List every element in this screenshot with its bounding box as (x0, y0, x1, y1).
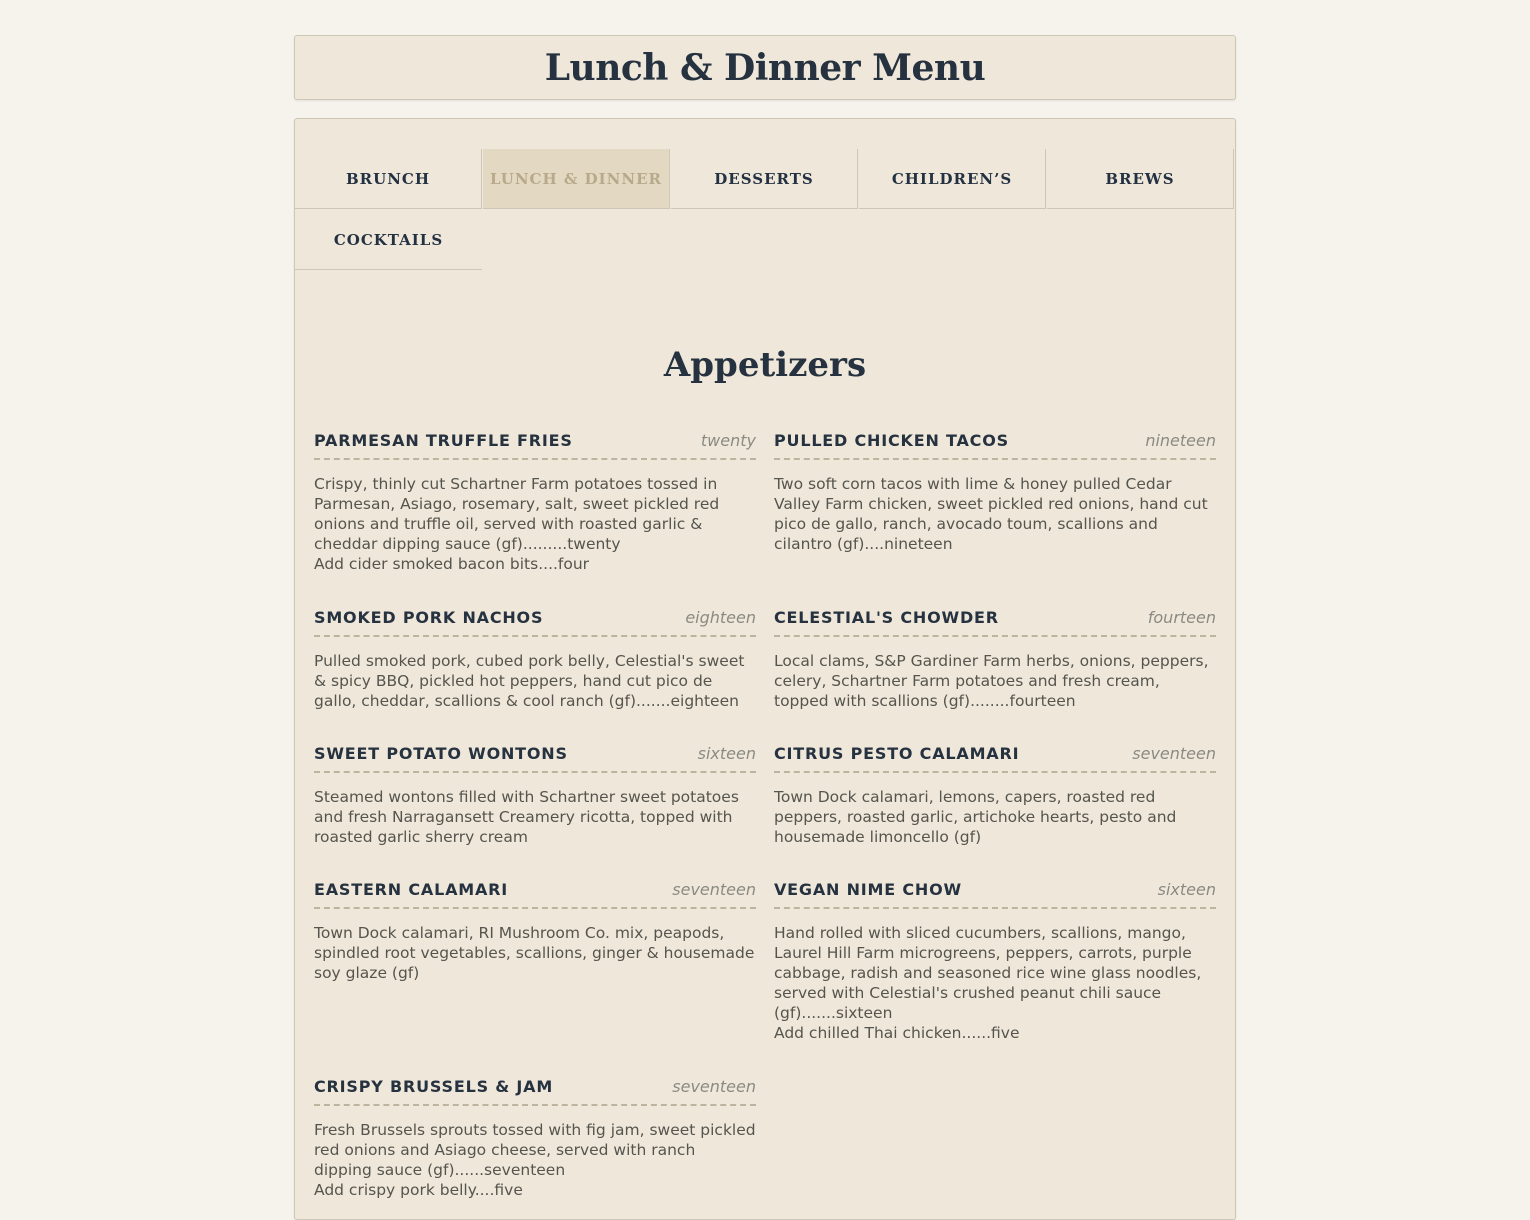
menu-item-price: eighteen (685, 608, 756, 627)
menu-item-header (314, 880, 756, 909)
menu-item (314, 880, 756, 983)
menu-item (774, 608, 1216, 711)
menu-item-header (314, 1077, 756, 1106)
menu-item (774, 880, 1216, 1043)
menu-item (314, 744, 756, 847)
menu-item (314, 431, 756, 574)
menu-item-header (314, 431, 756, 460)
menu-item (774, 431, 1216, 554)
menu-item-desc-text: Steamed wontons filled with Schartner sweet potatoes and fresh Narragansett Creamery ricotta, topped with roasted garlic sherry cream (314, 788, 739, 846)
menu-item-name: VEGAN NIME CHOW (774, 880, 962, 899)
menu-item-price: sixteen (697, 744, 756, 763)
menu-item-name: CELESTIAL'S CHOWDER (774, 608, 999, 627)
tab-cocktails[interactable]: COCKTAILS (295, 210, 482, 270)
menu-item-desc-text: Town Dock calamari, RI Mushroom Co. mix, peapods, spindled root vegetables, scallions, ginger & housemade soy glaze (gf) (314, 924, 755, 982)
tab-desserts[interactable]: DESSERTS (671, 149, 858, 209)
menu-item (774, 744, 1216, 847)
menu-item-header (774, 431, 1216, 460)
menu-item-name: EASTERN CALAMARI (314, 880, 509, 899)
menu-item-description (314, 651, 756, 711)
menu-item-price: fourteen (1147, 608, 1216, 627)
menu-item-price: nineteen (1145, 431, 1216, 450)
tab-brews[interactable]: BREWS (1047, 149, 1234, 209)
menu-item-addon: Add cider smoked bacon bits....four (314, 555, 590, 573)
menu-item-desc-text: Crispy, thinly cut Schartner Farm potatoes tossed in Parmesan, Asiago, rosemary, salt, sweet pickled red onions and truffle oil, served with roasted garlic & cheddar dipping sauce (gf).........twenty (314, 475, 720, 553)
menu-item-price: sixteen (1157, 880, 1216, 899)
menu-item-name: PULLED CHICKEN TACOS (774, 431, 1009, 450)
menu-item-desc-text: Fresh Brussels sprouts tossed with fig jam, sweet pickled red onions and Asiago cheese, served with ranch dipping sauce (gf)......seventeen (314, 1121, 756, 1179)
menu-item-description (774, 474, 1216, 554)
menu-item-desc-text: Town Dock calamari, lemons, capers, roasted red peppers, roasted garlic, artichoke hearts, pesto and housemade limoncello (gf) (774, 788, 1177, 846)
menu-item-header (774, 744, 1216, 773)
menu-item-header (774, 608, 1216, 637)
menu-item-description (774, 787, 1216, 847)
menu-item-name: CITRUS PESTO CALAMARI (774, 744, 1020, 763)
menu-item-price: seventeen (672, 1077, 756, 1096)
menu-item-addon: Add chilled Thai chicken......five (774, 1024, 1020, 1042)
menu-item-name: SWEET POTATO WONTONS (314, 744, 568, 763)
menu-item-description (314, 474, 756, 574)
menu-item-price: twenty (700, 431, 756, 450)
menu-item-desc-text: Pulled smoked pork, cubed pork belly, Celestial's sweet & spicy BBQ, pickled hot peppers, hand cut pico de gallo, cheddar, scallions & cool ranch (gf).......eighteen (314, 652, 745, 710)
menu-item-desc-text: Two soft corn tacos with lime & honey pulled Cedar Valley Farm chicken, sweet pickled red onions, hand cut pico de gallo, ranch, avocado toum, scallions and cilantro (gf)....nineteen (774, 475, 1208, 553)
menu-item-price: seventeen (1132, 744, 1216, 763)
menu-item-description (774, 651, 1216, 711)
menu-item-name: CRISPY BRUSSELS & JAM (314, 1077, 554, 1096)
tab-childrens[interactable]: CHILDREN’S (859, 149, 1046, 209)
menu-item-name: SMOKED PORK NACHOS (314, 608, 544, 627)
menu-item-header (314, 744, 756, 773)
menu-item (314, 1077, 756, 1200)
menu-item-desc-text: Hand rolled with sliced cucumbers, scallions, mango, Laurel Hill Farm microgreens, peppers, carrots, purple cabbage, radish and seasoned rice wine glass noodles, served with Celestial's crushed peanut chili sauce (gf).......sixteen (774, 924, 1202, 1022)
section-title: Appetizers (663, 345, 867, 385)
page-title: Lunch & Dinner Menu (544, 46, 986, 89)
tab-brunch[interactable]: BRUNCH (295, 149, 482, 209)
menu-panel (294, 118, 1236, 1220)
menu-item-header (774, 880, 1216, 909)
menu-item-description (314, 923, 756, 983)
menu-item-price: seventeen (672, 880, 756, 899)
menu-item-desc-text: Local clams, S&P Gardiner Farm herbs, onions, peppers, celery, Schartner Farm potatoes and fresh cream, topped with scallions (gf)........fourteen (774, 652, 1209, 710)
menu-item-description (314, 787, 756, 847)
menu-item-description (314, 1120, 756, 1200)
menu-item-description (774, 923, 1216, 1043)
menu-title-banner (294, 35, 1236, 100)
tab-lunch-dinner[interactable]: LUNCH & DINNER (483, 149, 670, 209)
menu-item (314, 608, 756, 711)
menu-item-addon: Add crispy pork belly....five (314, 1181, 523, 1199)
menu-item-header (314, 608, 756, 637)
menu-item-name: PARMESAN TRUFFLE FRIES (314, 431, 573, 450)
